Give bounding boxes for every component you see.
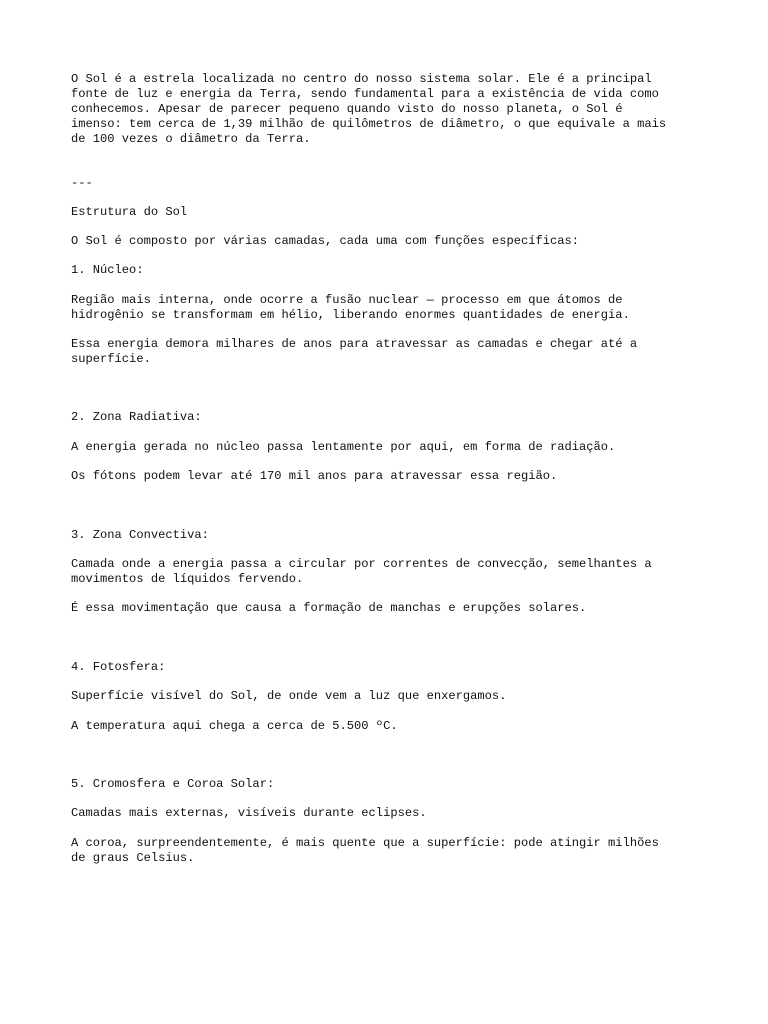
intro-line: O Sol é a estrela localizada no centro do nosso sistema solar. Ele é a principal xyxy=(71,72,652,86)
paragraph-line: Região mais interna, onde ocorre a fusão nuclear — processo em que átomos de xyxy=(71,293,623,307)
paragraph-line: movimentos de líquidos fervendo. xyxy=(71,572,304,586)
lead-paragraph: O Sol é composto por várias camadas, cada uma com funções específicas: xyxy=(71,234,580,248)
section-heading: Estrutura do Sol xyxy=(71,205,188,219)
paragraph-line: hidrogênio se transformam em hélio, liberando enormes quantidades de energia. xyxy=(71,308,630,322)
layer-title-zona-radiativa: 2. Zona Radiativa: xyxy=(71,410,202,424)
intro-line: fonte de luz e energia da Terra, sendo fundamental para a existência de vida como xyxy=(71,87,659,101)
paragraph-line: Superfície visível do Sol, de onde vem a luz que enxergamos. xyxy=(71,689,507,703)
paragraph-line: A energia gerada no núcleo passa lentamente por aqui, em forma de radiação. xyxy=(71,440,616,454)
paragraph-line: de graus Celsius. xyxy=(71,851,195,865)
paragraph-line: É essa movimentação que causa a formação de manchas e erupções solares. xyxy=(71,601,587,615)
layer-title-zona-convectiva: 3. Zona Convectiva: xyxy=(71,528,209,542)
intro-line: conhecemos. Apesar de parecer pequeno quando visto do nosso planeta, o Sol é xyxy=(71,102,623,116)
paragraph-line: A temperatura aqui chega a cerca de 5.500 ºC. xyxy=(71,719,398,733)
paragraph-line: Os fótons podem levar até 170 mil anos para atravessar essa região. xyxy=(71,469,558,483)
layer-title-fotosfera: 4. Fotosfera: xyxy=(71,660,166,674)
paragraph-line: Camada onde a energia passa a circular por correntes de convecção, semelhantes a xyxy=(71,557,652,571)
intro-line: de 100 vezes o diâmetro da Terra. xyxy=(71,132,311,146)
paragraph-line: Essa energia demora milhares de anos para atravessar as camadas e chegar até a xyxy=(71,337,638,351)
layer-title-nucleo: 1. Núcleo: xyxy=(71,263,144,277)
paragraph-line: Camadas mais externas, visíveis durante eclipses. xyxy=(71,806,427,820)
layer-title-cromosfera-coroa: 5. Cromosfera e Coroa Solar: xyxy=(71,777,275,791)
paragraph-line: A coroa, surpreendentemente, é mais quente que a superfície: pode atingir milhões xyxy=(71,836,659,850)
separator: --- xyxy=(71,176,93,190)
intro-line: imenso: tem cerca de 1,39 milhão de quilômetros de diâmetro, o que equivale a mais xyxy=(71,117,667,131)
paragraph-line: superfície. xyxy=(71,352,151,366)
